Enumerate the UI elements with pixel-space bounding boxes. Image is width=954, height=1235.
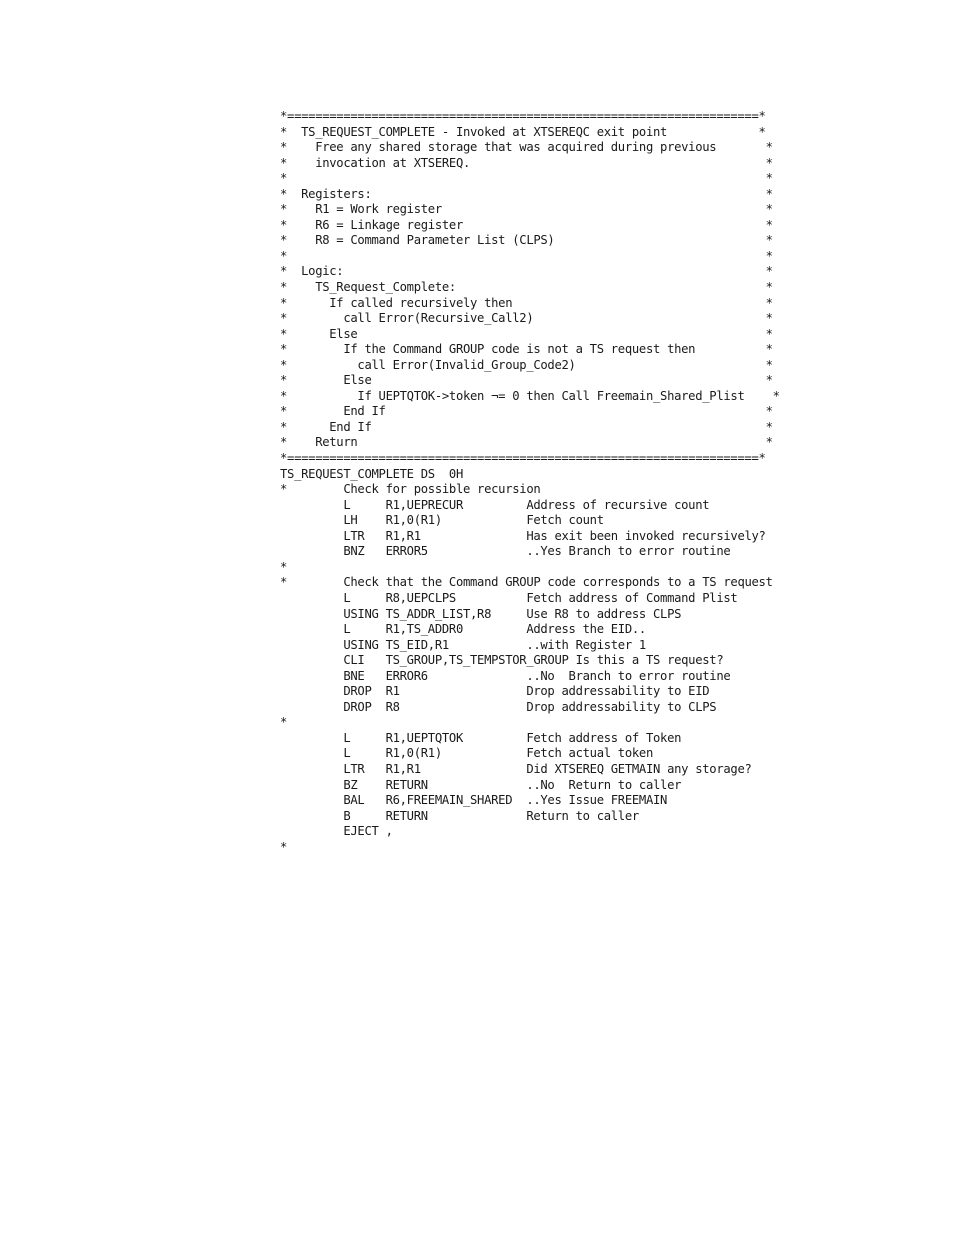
code-line: * End If * — [280, 404, 773, 419]
code-line: USING TS_ADDR_LIST,R8 Use R8 to address CLPS — [280, 606, 682, 621]
code-line: L R1,UEPRECUR Address of recursive count — [280, 497, 710, 512]
code-line: * If UEPTQTOK->token ¬= 0 then Call Freemain_Shared_Plist * — [280, 388, 780, 403]
code-line: * TS_Request_Complete: * — [280, 280, 773, 295]
code-line: * Else * — [280, 326, 773, 341]
code-line: LTR R1,R1 Has exit been invoked recursively? — [280, 528, 766, 543]
code-line: * — [280, 715, 288, 730]
code-line: LTR R1,R1 Did XTSEREQ GETMAIN any storage? — [280, 761, 752, 776]
code-line: BNZ ERROR5 ..Yes Branch to error routine — [280, 544, 731, 559]
assembler-code-listing — [280, 109, 780, 855]
code-line: BAL R6,FREEMAIN_SHARED ..Yes Issue FREEMAIN — [280, 793, 668, 808]
code-line: * Else * — [280, 373, 773, 388]
code-line: DROP R1 Drop addressability to EID — [280, 684, 710, 699]
code-line: * — [280, 839, 288, 854]
code-line: * If called recursively then * — [280, 295, 773, 310]
code-line: * * — [280, 248, 773, 263]
code-line: * Free any shared storage that was acquired during previous * — [280, 140, 773, 155]
code-line: * * — [280, 171, 773, 186]
code-line: * Return * — [280, 435, 773, 450]
code-line: * End If * — [280, 419, 773, 434]
code-line: * R6 = Linkage register * — [280, 217, 773, 232]
code-line: *===================================================================* — [280, 451, 766, 466]
code-line: TS_REQUEST_COMPLETE DS 0H — [280, 466, 463, 481]
code-line: USING TS_EID,R1 ..with Register 1 — [280, 637, 646, 652]
code-line: BZ RETURN ..No Return to caller — [280, 777, 682, 792]
code-line: * R1 = Work register * — [280, 202, 773, 217]
code-line: CLI TS_GROUP,TS_TEMPSTOR_GROUP Is this a TS request? — [280, 653, 724, 668]
code-line: LH R1,0(R1) Fetch count — [280, 513, 604, 528]
code-line: DROP R8 Drop addressability to CLPS — [280, 699, 717, 714]
code-line: *===================================================================* — [280, 109, 766, 123]
code-line: * Check that the Command GROUP code corresponds to a TS request — [280, 575, 773, 590]
code-line: L R1,0(R1) Fetch actual token — [280, 746, 653, 761]
code-line: * TS_REQUEST_COMPLETE - Invoked at XTSEREQC exit point * — [280, 124, 766, 139]
code-line: BNE ERROR6 ..No Branch to error routine — [280, 668, 731, 683]
code-line: * Logic: * — [280, 264, 773, 279]
code-line: B RETURN Return to caller — [280, 808, 639, 823]
code-line: * invocation at XTSEREQ. * — [280, 155, 773, 170]
code-line: L R1,TS_ADDR0 Address the EID.. — [280, 622, 646, 637]
code-line: L R1,UEPTQTOK Fetch address of Token — [280, 730, 682, 745]
code-line: * R8 = Command Parameter List (CLPS) * — [280, 233, 773, 248]
code-line: EJECT , — [280, 824, 393, 839]
code-line: * call Error(Invalid_Group_Code2) * — [280, 357, 773, 372]
code-line: * call Error(Recursive_Call2) * — [280, 311, 773, 326]
code-line: * If the Command GROUP code is not a TS request then * — [280, 342, 773, 357]
code-line: * Registers: * — [280, 186, 773, 201]
code-line: * Check for possible recursion — [280, 482, 541, 497]
code-line: L R8,UEPCLPS Fetch address of Command Plist — [280, 590, 738, 605]
code-line: * — [280, 559, 288, 574]
